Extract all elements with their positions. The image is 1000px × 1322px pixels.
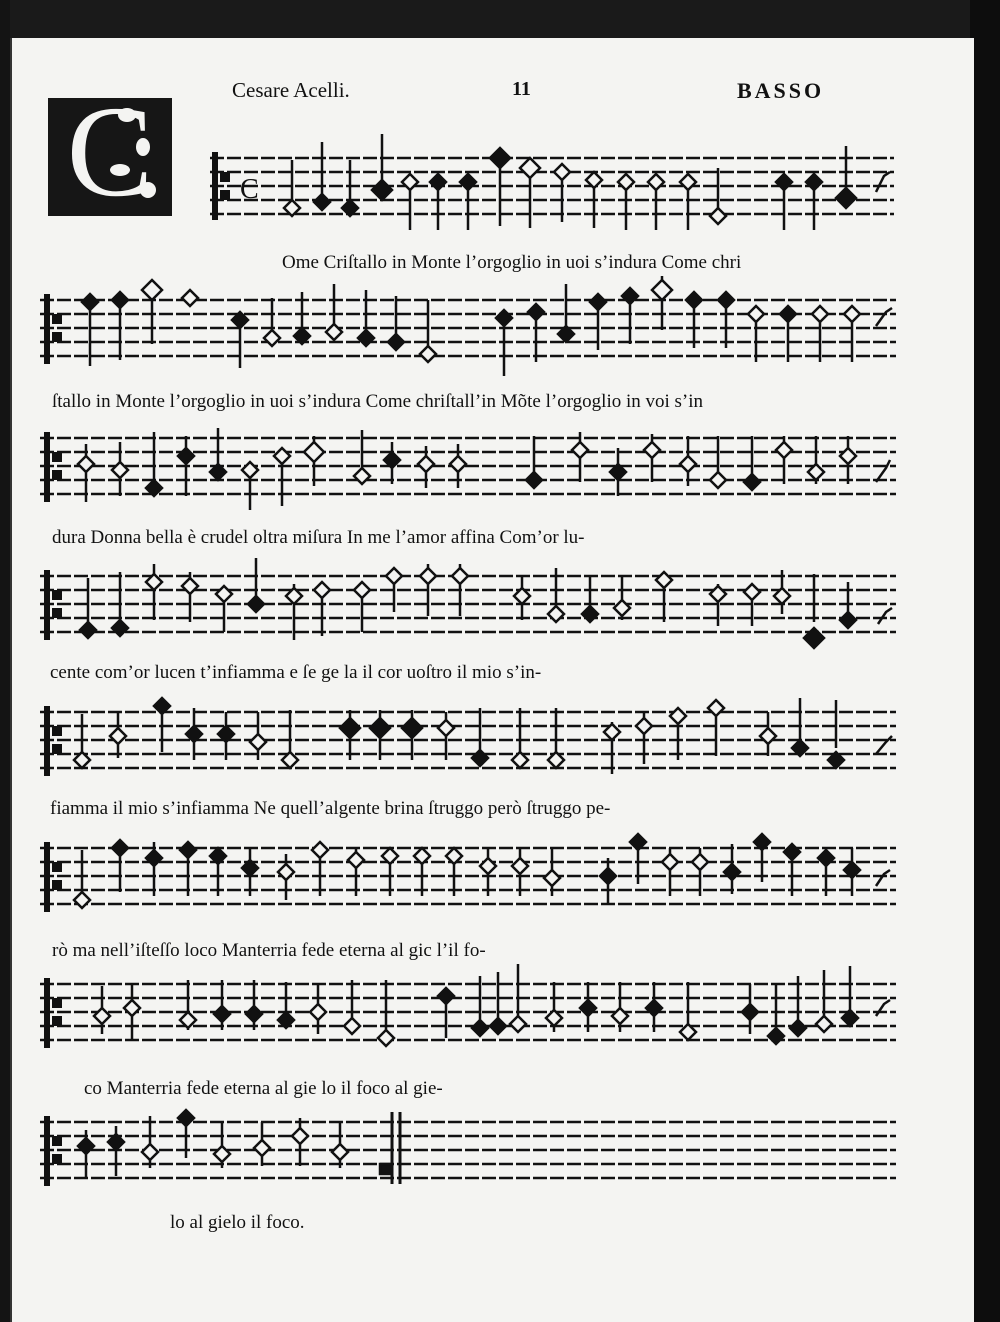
staff-1 (210, 146, 900, 236)
initial-letter: C (66, 80, 154, 224)
notes (94, 964, 890, 1046)
composer-name: Cesare Acelli. (232, 78, 350, 102)
page-number: 11 (512, 78, 531, 100)
staff-lines (40, 576, 896, 632)
lyric-line-6: rò ma nell’iſteſſo loco Manterria fede eterna al gic l’il fo- (52, 940, 486, 961)
staff-5 (40, 698, 900, 794)
staff-6 (40, 834, 900, 930)
staff-3 (40, 426, 900, 518)
staff-lines (210, 158, 894, 214)
lyric-line-1: Ome Criſtallo in Monte l’orgoglio in uoi s’indura Come chri (282, 252, 742, 273)
lyric-line-2: ſtallo in Monte l’orgoglio in uoi s’indura Come chriſtall’in Mõte l’orgoglio in voi s’in (52, 391, 704, 412)
staff-2 (40, 286, 900, 382)
notes (74, 698, 892, 774)
photo-border-left (0, 0, 10, 1322)
lyric-line-7: co Manterria fede eterna al gie lo il foco al gie- (84, 1078, 443, 1099)
staff-7 (40, 970, 900, 1068)
notes (78, 428, 890, 510)
staff-8 (40, 1108, 900, 1204)
staff-lines (40, 300, 896, 356)
mensuration-sign: C (240, 174, 259, 205)
part-name: BASSO (737, 78, 825, 103)
notes (82, 276, 892, 376)
lyric-line-4: cente com’or lucen t’infiamma e ſe ge la il cor uoſtro il mio s’in- (50, 662, 542, 683)
decorated-initial (48, 80, 172, 224)
lyric-line-5: fiamma il mio s’infiamma Ne quell’algente brina ſtruggo però ſtruggo pe- (50, 798, 611, 819)
notes (74, 834, 890, 908)
lyric-line-8: lo al gielo il foco. (170, 1212, 305, 1233)
staff-lines (40, 1122, 896, 1178)
music-page (10, 38, 974, 1322)
notes (284, 134, 890, 230)
photo-border-right (970, 0, 1000, 1322)
staff-lines (40, 984, 896, 1040)
staff-lines (40, 848, 896, 904)
lyric-line-3: dura Donna bella è crudel oltra miſura In me l’amor affina Com’or lu- (52, 527, 585, 548)
staff-lines (40, 438, 896, 494)
photo-border-top (0, 0, 1000, 40)
staff-4 (40, 562, 900, 660)
